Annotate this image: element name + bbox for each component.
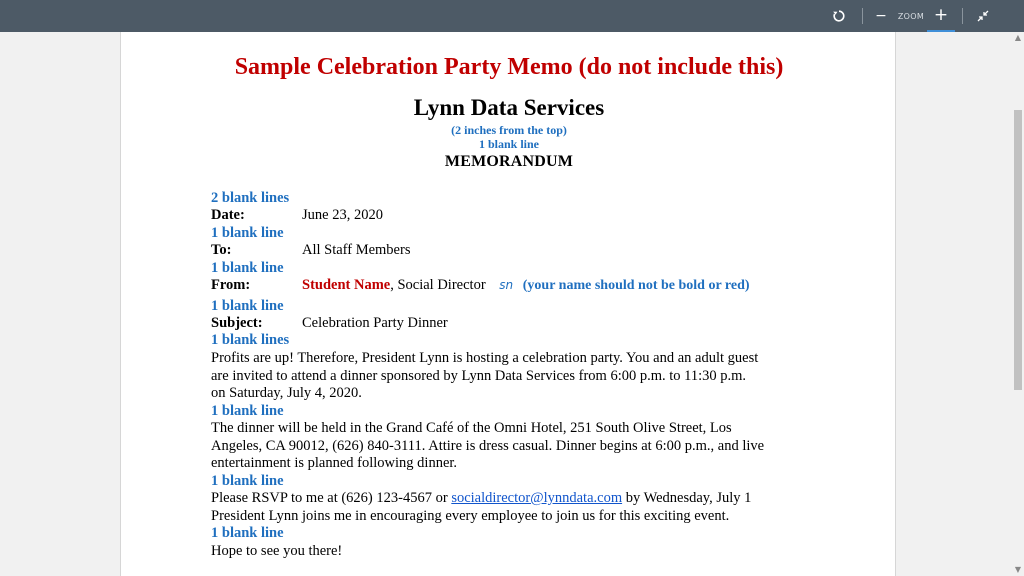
paragraph-line: on Saturday, July 4, 2020. <box>211 385 362 401</box>
blank-line-note: 1 blank line <box>211 403 284 419</box>
paragraph-line: President Lynn joins me in encouraging every employee to join us for this exciting event. <box>211 508 730 524</box>
from-value <box>302 277 750 294</box>
date-label: Date: <box>211 207 245 223</box>
subject-label: Subject: <box>211 315 263 331</box>
closing-line: Hope to see you there! <box>211 543 343 559</box>
collapse-button[interactable] <box>972 0 994 32</box>
from-title: , Social Director <box>390 277 486 293</box>
paragraph-line: entertainment is planned following dinner. <box>211 455 458 471</box>
vertical-scrollbar[interactable] <box>1012 32 1024 576</box>
from-initials: sn <box>499 278 514 292</box>
toolbar-divider <box>862 8 863 24</box>
paragraph-line: Angeles, CA 90012, (626) 840-3111. Attire is dress casual. Dinner begins at 6:00 p.m., and live <box>211 438 765 454</box>
to-label: To: <box>211 242 232 258</box>
scrollbar-thumb[interactable] <box>1014 110 1022 390</box>
memo-title: MEMORANDUM <box>444 153 574 170</box>
blank-line-note: 1 blank line <box>211 298 284 314</box>
document-page <box>120 32 896 576</box>
blank-line-note: 1 blank line <box>211 260 284 276</box>
zoom-in-button[interactable]: + <box>927 0 955 32</box>
scroll-down-arrow-icon[interactable]: ▼ <box>1014 565 1022 574</box>
to-value: All Staff Members <box>302 242 411 258</box>
subject-value: Celebration Party Dinner <box>302 315 448 331</box>
paragraph-line: The dinner will be held in the Grand Café of the Omni Hotel, 251 South Olive Street, Los <box>211 420 732 436</box>
paragraph-line: are invited to attend a dinner sponsored by Lynn Data Services from 6:00 p.m. to 11:30 p.m. <box>211 368 747 384</box>
blank-line-note: 1 blank line <box>478 137 540 151</box>
viewer-toolbar <box>0 0 1024 32</box>
blank-line-note: 1 blank line <box>211 225 284 241</box>
blank-lines-note: 2 blank lines <box>211 190 290 206</box>
zoom-out-button[interactable]: − <box>875 8 887 24</box>
rotate-button[interactable] <box>828 0 850 32</box>
from-label: From: <box>211 277 251 293</box>
scroll-up-arrow-icon[interactable]: ▲ <box>1014 33 1022 42</box>
sample-title: Sample Celebration Party Memo (do not include this) <box>234 54 784 80</box>
rsvp-text: Please RSVP to me at (626) 123-4567 or <box>211 490 452 506</box>
collapse-icon <box>977 10 989 22</box>
student-name: Student Name <box>302 277 391 293</box>
top-margin-note: (2 inches from the top) <box>451 123 567 137</box>
blank-line-note: 1 blank line <box>211 525 284 541</box>
zoom-label: ZOOM <box>897 11 925 21</box>
date-value: June 23, 2020 <box>302 207 383 223</box>
rsvp-date-text: by Wednesday, July 1 <box>622 490 752 506</box>
rsvp-line <box>211 490 751 507</box>
blank-line-note: 1 blank line <box>211 473 284 489</box>
email-link[interactable]: socialdirector@lynndata.com <box>451 490 623 506</box>
from-note: (your name should not be bold or red) <box>522 278 750 293</box>
toolbar-divider <box>962 8 963 24</box>
company-name: Lynn Data Services <box>413 95 605 120</box>
rotate-icon <box>832 9 846 23</box>
blank-lines-note: 1 blank lines <box>211 332 290 348</box>
paragraph-line: Profits are up! Therefore, President Lynn is hosting a celebration party. You and an adult guest <box>211 350 759 366</box>
